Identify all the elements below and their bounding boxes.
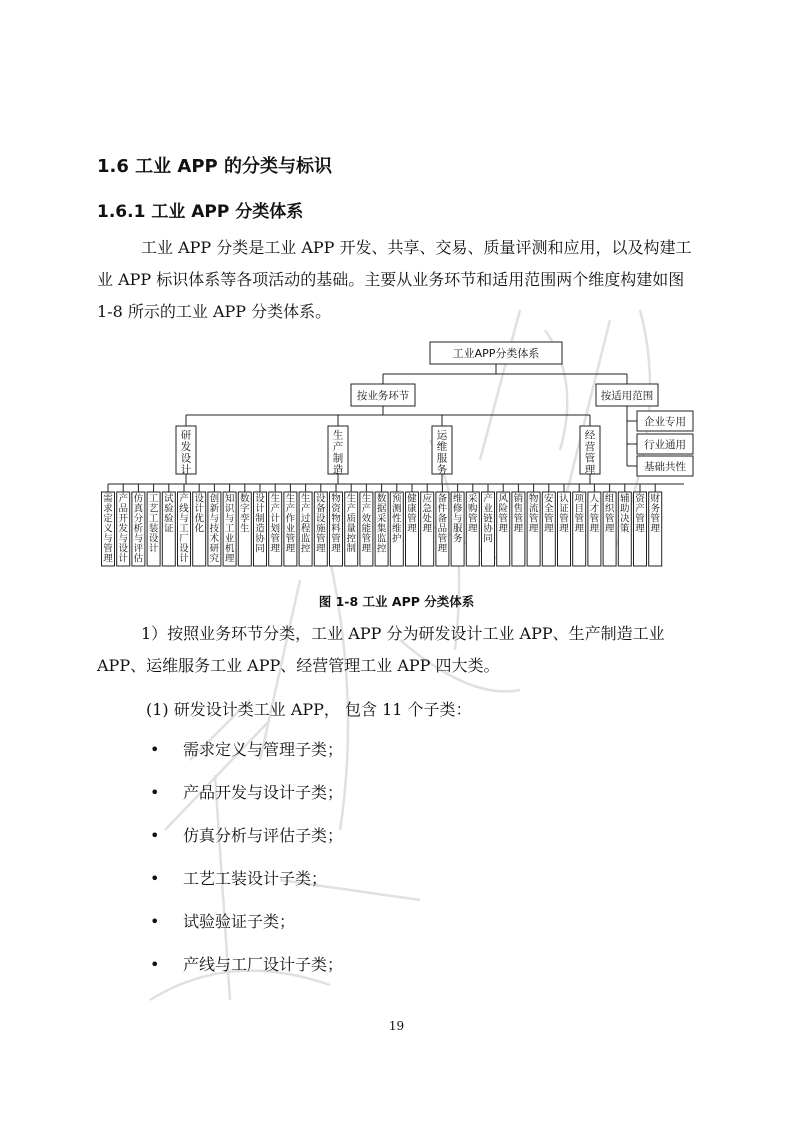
leaf-label: 物流管理 (528, 493, 539, 535)
leaf-label: 产线与工厂设计 (179, 493, 189, 565)
bullet-marker: • (150, 955, 160, 974)
leaf-label: 设计制造协同 (255, 493, 265, 555)
leaf-label: 设计优化 (194, 493, 204, 535)
list-item: • 工艺工装设计子类； (150, 867, 343, 910)
leaf-label: 辅助决策 (620, 493, 630, 535)
category-label: 生产制造 (332, 429, 344, 476)
leaf-label: 生产效能管理 (361, 493, 372, 555)
leaf-label: 安全管理 (544, 493, 554, 535)
leaf-label: 产业链协同 (483, 493, 493, 545)
leaf-label: 人才管理 (589, 493, 600, 535)
scope-item-label: 企业专用 (644, 415, 686, 428)
category-label: 研发设计 (180, 429, 192, 476)
leaf-label: 数字孪生 (240, 493, 250, 535)
dimension-label: 按业务环节 (356, 389, 410, 402)
list-item: • 产品开发与设计子类； (150, 781, 343, 824)
leaf-label: 资产管理 (635, 493, 645, 535)
leaf-label: 仿真分析与评估 (133, 493, 144, 565)
leaf-label: 生产质量控制 (346, 493, 356, 555)
leaf-label: 生产计划管理 (270, 493, 280, 555)
leaf-label: 应急处理 (422, 493, 432, 535)
leaf-label: 备件备品管理 (437, 493, 448, 555)
leaf-label: 工艺工装设计 (148, 493, 159, 555)
list-item: • 需求定义与管理子类； (150, 738, 343, 781)
dimension-label: 按适用范围 (600, 389, 654, 402)
leaf-label: 销售管理 (513, 493, 524, 535)
leaf-label: 知识与工业机理 (224, 493, 235, 565)
scope-item-label: 基础共性 (644, 460, 686, 473)
figure-caption: 图 1-8 工业 APP 分类体系 (318, 594, 475, 609)
list-item: • 产线与工厂设计子类； (150, 953, 343, 996)
leaf-label: 预测性维护 (392, 493, 402, 545)
scope-item-label: 行业通用 (644, 438, 686, 451)
bullet-marker: • (150, 740, 160, 759)
leaf-label: 生产作业管理 (285, 493, 296, 555)
leaf-label: 维修与服务 (452, 493, 463, 545)
intro-paragraph: 工业 APP 分类是工业 APP 开发、共享、交易、质量评测和应用，以及构建工业 APP 标识体系等各项活动的基础。主要从业务环节和适用范围两个维度构建如图 1-8 所示的工业 APP 分类体系。 (97, 238, 692, 321)
leaf-label: 采购管理 (468, 493, 478, 535)
subclass-list (150, 738, 343, 996)
bullet-marker: • (150, 783, 160, 802)
leaf-label: 认证管理 (559, 493, 569, 535)
leaf-label: 产品开发与设计 (118, 493, 128, 565)
leaf-label: 组织管理 (604, 493, 615, 535)
section-heading: 1.6 工业 APP 的分类与标识 (97, 156, 333, 177)
leaf-label: 创新与技术研究 (209, 493, 220, 565)
list-item: • 仿真分析与评估子类； (150, 824, 343, 867)
list-item: • 试验验证子类； (150, 910, 343, 953)
diagram-root-label: 工业APP分类体系 (452, 346, 540, 360)
subsection-heading: 1.6.1 工业 APP 分类体系 (97, 202, 304, 222)
bullet-marker: • (150, 912, 160, 931)
leaf-label: 物资物料管理 (331, 493, 341, 555)
leaf-label: 需求定义与管理 (103, 493, 113, 565)
page-number: 19 (388, 1019, 405, 1033)
bullet-marker: • (150, 869, 160, 888)
leaf-label: 风险管理 (498, 493, 508, 535)
paragraph-rd-subclasses: (1) 研发设计类工业 APP， 包含 11 个子类： (146, 700, 472, 719)
leaf-label: 财务管理 (650, 493, 660, 535)
category-label: 经营管理 (584, 429, 596, 476)
leaf-label: 生产过程监控 (300, 493, 311, 555)
category-label: 运维服务 (436, 429, 448, 476)
bullet-marker: • (150, 826, 160, 845)
paragraph-business-classification: 1）按照业务环节分类，工业 APP 分为研发设计工业 APP、生产制造工业 APP、运维服务工业 APP、经营管理工业 APP 四大类。 (97, 624, 665, 675)
leaf-label: 设备设施管理 (316, 493, 326, 555)
leaf-label: 数据采集监控 (376, 493, 387, 555)
leaf-label: 试验验证 (164, 493, 174, 535)
leaf-label: 健康管理 (407, 493, 417, 535)
leaf-label: 项目管理 (574, 493, 584, 535)
